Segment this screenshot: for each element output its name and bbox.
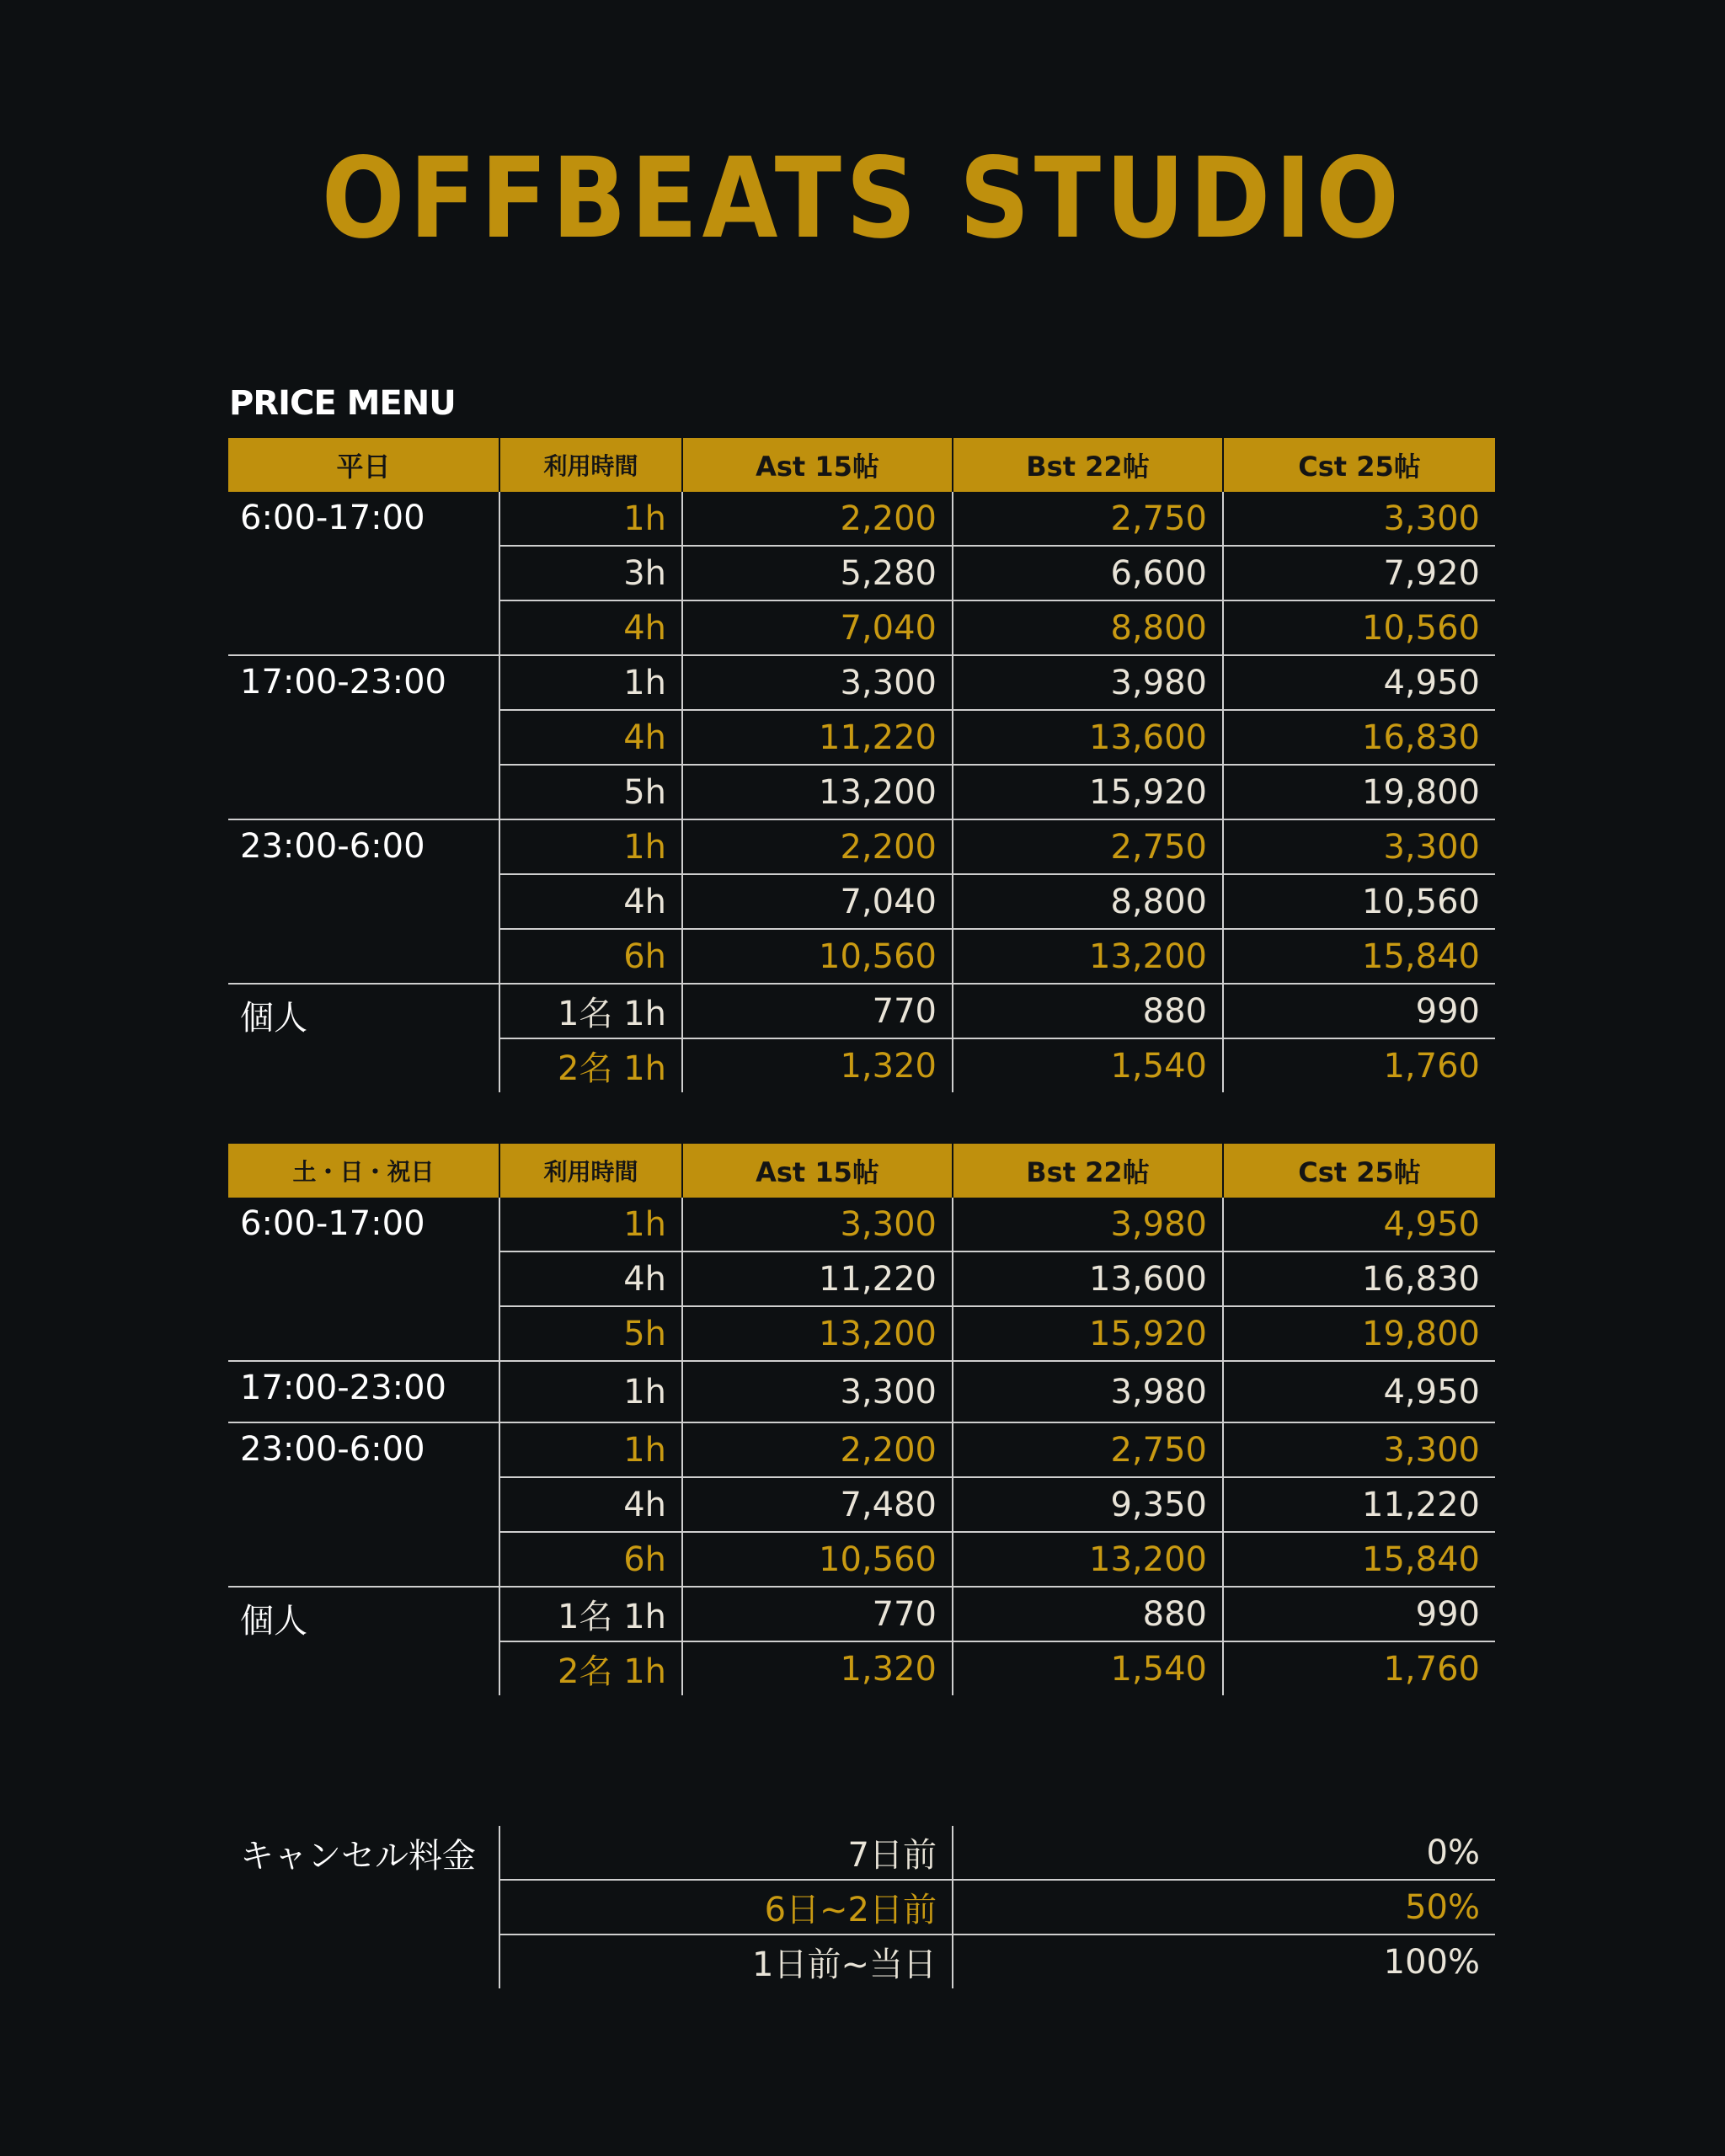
table-header-row: [228, 438, 1495, 492]
header-duration: 利用時間: [499, 438, 682, 492]
price-room-c: 10,560: [1223, 874, 1495, 929]
duration-cell: 1h: [499, 819, 682, 874]
price-room-c: 15,840: [1223, 929, 1495, 984]
price-room-c: 3,300: [1223, 492, 1495, 546]
price-room-c: 19,800: [1223, 1306, 1495, 1361]
weekend-price-table: [228, 1144, 1495, 1695]
price-room-a: 2,200: [682, 819, 953, 874]
price-room-c: 4,950: [1223, 1361, 1495, 1422]
price-room-c: 4,950: [1223, 655, 1495, 710]
price-room-a: 13,200: [682, 1306, 953, 1361]
header-duration: 利用時間: [499, 1144, 682, 1198]
price-room-a: 3,300: [682, 655, 953, 710]
table-row: [228, 1422, 1495, 1477]
price-room-c: 15,840: [1223, 1532, 1495, 1587]
table-row: [228, 492, 1495, 546]
cancellation-fee-table: [228, 1826, 1495, 1988]
cancellation-fee: 50%: [953, 1880, 1495, 1935]
price-room-c: 3,300: [1223, 1422, 1495, 1477]
time-slot-label: 17:00-23:00: [228, 1361, 499, 1422]
price-room-c: 16,830: [1223, 710, 1495, 765]
duration-cell: 1h: [499, 492, 682, 546]
price-room-c: 19,800: [1223, 765, 1495, 819]
price-room-b: 2,750: [953, 819, 1223, 874]
header-room-a: Ast 15帖: [682, 438, 953, 492]
table-row: [228, 984, 1495, 1038]
price-room-b: 13,200: [953, 1532, 1223, 1587]
time-slot-label: 23:00-6:00: [228, 819, 499, 984]
price-room-a: 3,300: [682, 1198, 953, 1251]
price-room-c: 16,830: [1223, 1251, 1495, 1306]
price-room-a: 11,220: [682, 710, 953, 765]
section-title: PRICE MENU: [229, 384, 456, 423]
time-slot-label: 6:00-17:00: [240, 499, 425, 537]
price-room-b: 1,540: [953, 1641, 1223, 1695]
price-room-a: 7,480: [682, 1477, 953, 1532]
price-room-c: 11,220: [1223, 1477, 1495, 1532]
duration-cell: 1名 1h: [499, 1587, 682, 1641]
table-row: [228, 1587, 1495, 1641]
price-room-b: 8,800: [953, 874, 1223, 929]
price-room-a: 10,560: [682, 929, 953, 984]
price-room-b: 13,600: [953, 1251, 1223, 1306]
cancellation-row: [228, 1826, 1495, 1880]
duration-cell: 4h: [499, 1251, 682, 1306]
studio-logo: OFFBEATS STUDIO: [321, 134, 1404, 264]
price-room-a: 2,200: [682, 1422, 953, 1477]
header-room-b: Bst 22帖: [953, 1144, 1223, 1198]
price-room-c: 3,300: [1223, 819, 1495, 874]
price-room-b: 2,750: [953, 492, 1223, 546]
price-room-b: 13,600: [953, 710, 1223, 765]
weekday-price-table: [228, 438, 1495, 1092]
time-slot-label: 6:00-17:00: [240, 1204, 425, 1243]
price-room-b: 15,920: [953, 765, 1223, 819]
cancellation-timing: 6日~2日前: [499, 1880, 953, 1935]
price-room-a: 11,220: [682, 1251, 953, 1306]
duration-cell: 1h: [499, 1422, 682, 1477]
price-room-a: 7,040: [682, 600, 953, 655]
price-room-b: 1,540: [953, 1038, 1223, 1092]
price-room-c: 990: [1223, 984, 1495, 1038]
price-room-c: 1,760: [1223, 1038, 1495, 1092]
price-room-c: 4,950: [1223, 1198, 1495, 1251]
cancellation-fee: 100%: [953, 1935, 1495, 1988]
price-room-c: 990: [1223, 1587, 1495, 1641]
duration-cell: 1h: [499, 1361, 682, 1422]
table-row: [228, 819, 1495, 874]
price-room-c: 10,560: [1223, 600, 1495, 655]
header-day-type: 平日: [228, 438, 499, 492]
duration-cell: 2名 1h: [499, 1641, 682, 1695]
price-room-b: 2,750: [953, 1422, 1223, 1477]
header-day-type: 土・日・祝日: [228, 1144, 499, 1198]
price-room-a: 7,040: [682, 874, 953, 929]
table-row: [228, 655, 1495, 710]
price-room-c: 7,920: [1223, 546, 1495, 600]
cancellation-label: キャンセル料金: [240, 1837, 476, 1876]
duration-cell: 4h: [499, 710, 682, 765]
price-room-a: 2,200: [682, 492, 953, 546]
price-room-b: 880: [953, 984, 1223, 1038]
header-room-b: Bst 22帖: [953, 438, 1223, 492]
cancellation-timing: 1日前~当日: [499, 1935, 953, 1988]
header-room-c: Cst 25帖: [1223, 1144, 1495, 1198]
duration-cell: 1h: [499, 655, 682, 710]
duration-cell: 5h: [499, 765, 682, 819]
duration-cell: 3h: [499, 546, 682, 600]
duration-cell: 4h: [499, 1477, 682, 1532]
price-room-b: 3,980: [953, 655, 1223, 710]
cancellation-timing: 7日前: [499, 1826, 953, 1880]
time-slot-label: 17:00-23:00: [228, 655, 499, 819]
price-room-b: 15,920: [953, 1306, 1223, 1361]
price-room-a: 5,280: [682, 546, 953, 600]
price-room-a: 770: [682, 984, 953, 1038]
duration-cell: 6h: [499, 929, 682, 984]
duration-cell: 4h: [499, 600, 682, 655]
price-room-a: 13,200: [682, 765, 953, 819]
price-room-b: 3,980: [953, 1361, 1223, 1422]
time-slot-label: 23:00-6:00: [228, 1422, 499, 1587]
price-room-b: 6,600: [953, 546, 1223, 600]
time-slot-label: 個人: [228, 984, 499, 1092]
price-room-b: 880: [953, 1587, 1223, 1641]
price-room-b: 13,200: [953, 929, 1223, 984]
price-room-a: 3,300: [682, 1361, 953, 1422]
cancellation-fee: 0%: [953, 1826, 1495, 1880]
price-room-c: 1,760: [1223, 1641, 1495, 1695]
table-row: [228, 1198, 1495, 1251]
price-room-a: 10,560: [682, 1532, 953, 1587]
header-room-c: Cst 25帖: [1223, 438, 1495, 492]
duration-cell: 6h: [499, 1532, 682, 1587]
price-room-b: 8,800: [953, 600, 1223, 655]
duration-cell: 4h: [499, 874, 682, 929]
header-room-a: Ast 15帖: [682, 1144, 953, 1198]
price-room-a: 1,320: [682, 1641, 953, 1695]
duration-cell: 1h: [499, 1198, 682, 1251]
duration-cell: 5h: [499, 1306, 682, 1361]
time-slot-label: 個人: [228, 1587, 499, 1695]
price-room-a: 770: [682, 1587, 953, 1641]
price-room-b: 9,350: [953, 1477, 1223, 1532]
duration-cell: 1名 1h: [499, 984, 682, 1038]
table-header-row: [228, 1144, 1495, 1198]
price-room-b: 3,980: [953, 1198, 1223, 1251]
price-room-a: 1,320: [682, 1038, 953, 1092]
duration-cell: 2名 1h: [499, 1038, 682, 1092]
table-row: [228, 1361, 1495, 1422]
